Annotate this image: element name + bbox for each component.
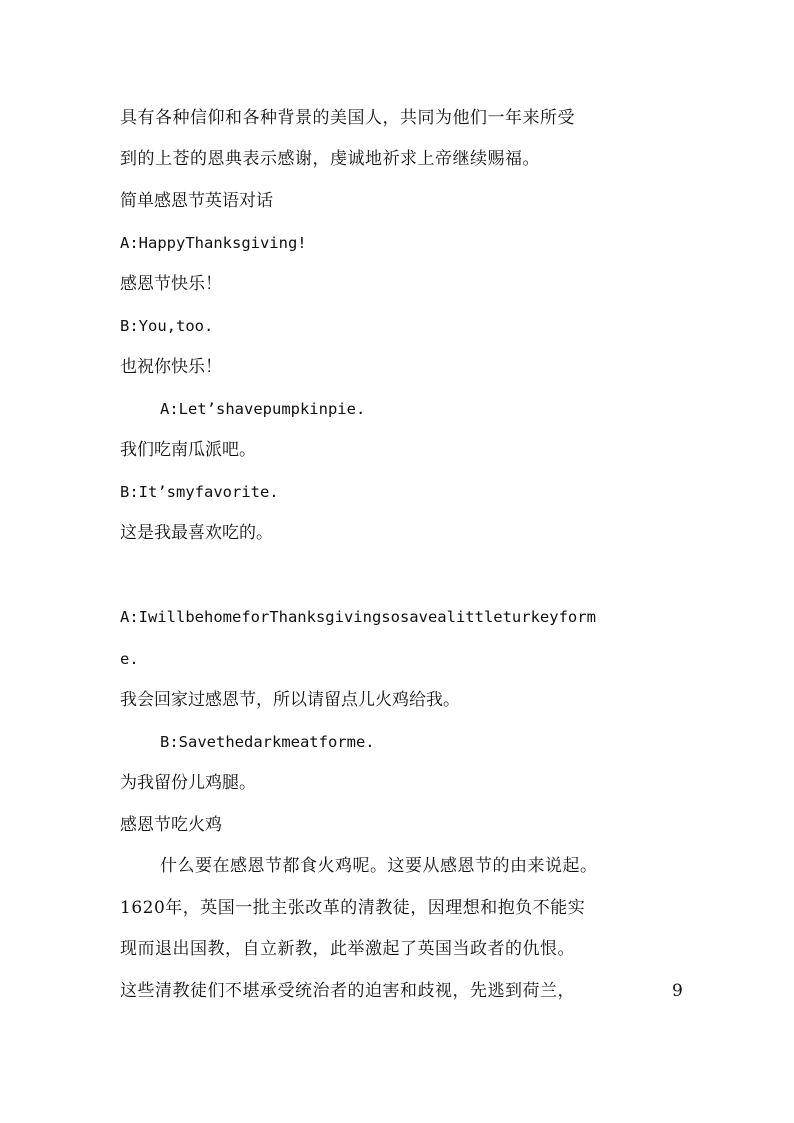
paragraph-turkey-line-2: 1620年，英国一批主张改革的清教徒，因理想和抱负不能实 [120,898,586,918]
dialogue-line-a1: A:HappyThanksgiving! [120,234,307,252]
section-heading-turkey: 感恩节吃火鸡 [120,815,222,835]
translation-line-b1: 也祝你快乐！ [120,357,222,377]
paragraph-line-1: 具有各种信仰和各种背景的美国人，共同为他们一年来所受 [120,108,575,128]
translation-line-b2: 这是我最喜欢吃的。 [120,523,273,543]
dialogue-line-a2: A:Let’shavepumpkinpie. [160,400,366,418]
dialogue-line-a3: A:IwillbehomeforThanksgivingsosavealittleturkeyform [120,608,596,626]
paragraph-turkey-line-4: 这些清教徒们不堪承受统治者的迫害和歧视，先逃到荷兰， [120,981,575,1001]
page-number: 9 [672,981,683,1001]
paragraph-turkey-line-1: 什么要在感恩节都食火鸡呢。这要从感恩节的由来说起。 [160,856,598,876]
translation-line-a2: 我们吃南瓜派吧。 [120,440,256,460]
translation-line-a1: 感恩节快乐！ [120,274,222,294]
paragraph-turkey-line-3: 现而退出国教，自立新教，此举激起了英国当政者的仇恨。 [120,939,575,959]
translation-line-a3: 我会回家过感恩节，所以请留点儿火鸡给我。 [120,690,460,710]
dialogue-line-b1: B:You,too. [120,317,214,335]
dialogue-line-b3: B:Savethedarkmeatforme. [160,733,375,751]
dialogue-line-b2: B:It’smyfavorite. [120,483,279,501]
paragraph-line-2: 到的上苍的恩典表示感谢，虔诚地祈求上帝继续赐福。 [120,149,540,169]
translation-line-b3: 为我留份儿鸡腿。 [120,773,256,793]
dialogue-line-a3-continued: e. [120,650,139,668]
section-heading-dialogue: 简单感恩节英语对话 [120,191,273,211]
